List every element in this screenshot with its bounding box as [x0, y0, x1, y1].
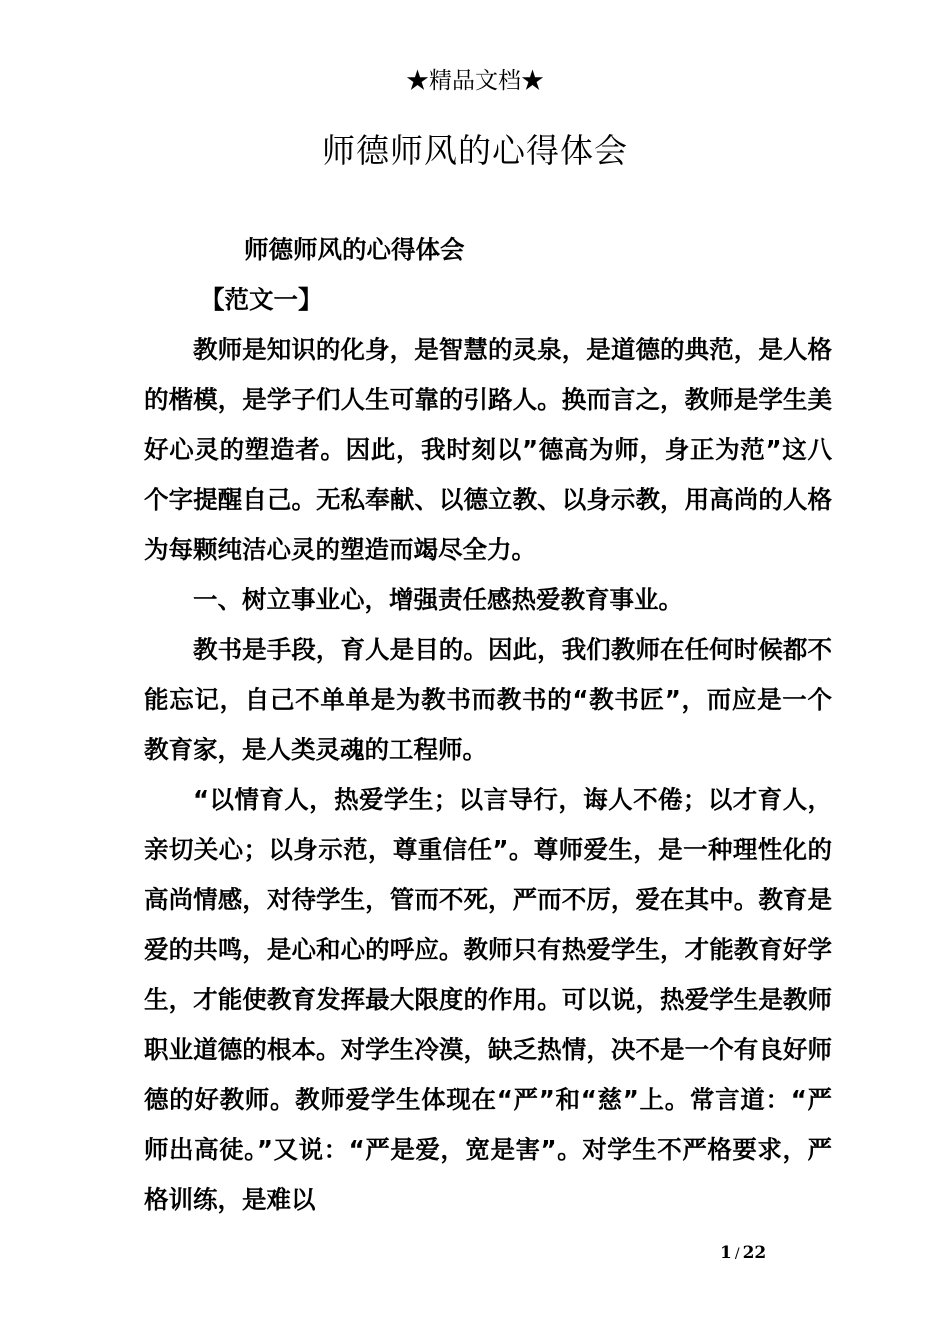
- paragraph: 教师是知识的化身，是智慧的灵泉，是道德的典范，是人格的楷模，是学子们人生可靠的引路人。换而言之，教师是学生美好心灵的塑造者。因此，我时刻以”德高为师，身正为范”这八个字提醒自己。无私奉献、以德立教、以身示教，用高尚的人格为每颗纯洁心灵的塑造而竭尽全力。: [144, 335, 832, 564]
- page-separator: /: [734, 1246, 740, 1262]
- current-page: 1: [720, 1243, 732, 1263]
- page-header: ★精品文档★: [406, 68, 544, 94]
- document-body: [144, 225, 832, 1225]
- total-pages: 22: [742, 1243, 767, 1263]
- section-label: 【范文一】: [200, 285, 323, 314]
- paragraph: 教书是手段，育人是目的。因此，我们教师在任何时候都不能忘记，自己不单单是为教书而教书的“教书匠”，而应是一个教育家，是人类灵魂的工程师。: [144, 635, 832, 764]
- paragraph: “以情育人，热爱学生；以言导行，诲人不倦；以才育人，亲切关心；以身示范，尊重信任”。尊师爱生，是一种理性化的高尚情感，对待学生，管而不死，严而不厉，爱在其中。教育是爱的共鸣，是心和心的呼应。教师只有热爱学生，才能教育好学生，才能使教育发挥最大限度的作用。可以说，热爱学生是教师职业道德的根本。对学生冷漠，缺乏热情，决不是一个有良好师德的好教师。教师爱学生体现在“严”和“慈”上。常言道：“严师出高徒。”又说：“严是爱，宽是害”。对学生不严格要求，严格训练，是难以: [144, 785, 832, 1214]
- page-number: [720, 1238, 800, 1269]
- document-subtitle: 师德师风的心得体会: [244, 235, 465, 264]
- section-heading: 一、树立事业心，增强责任感热爱教育事业。: [193, 585, 683, 614]
- document-title: 师德师风的心得体会: [322, 131, 628, 170]
